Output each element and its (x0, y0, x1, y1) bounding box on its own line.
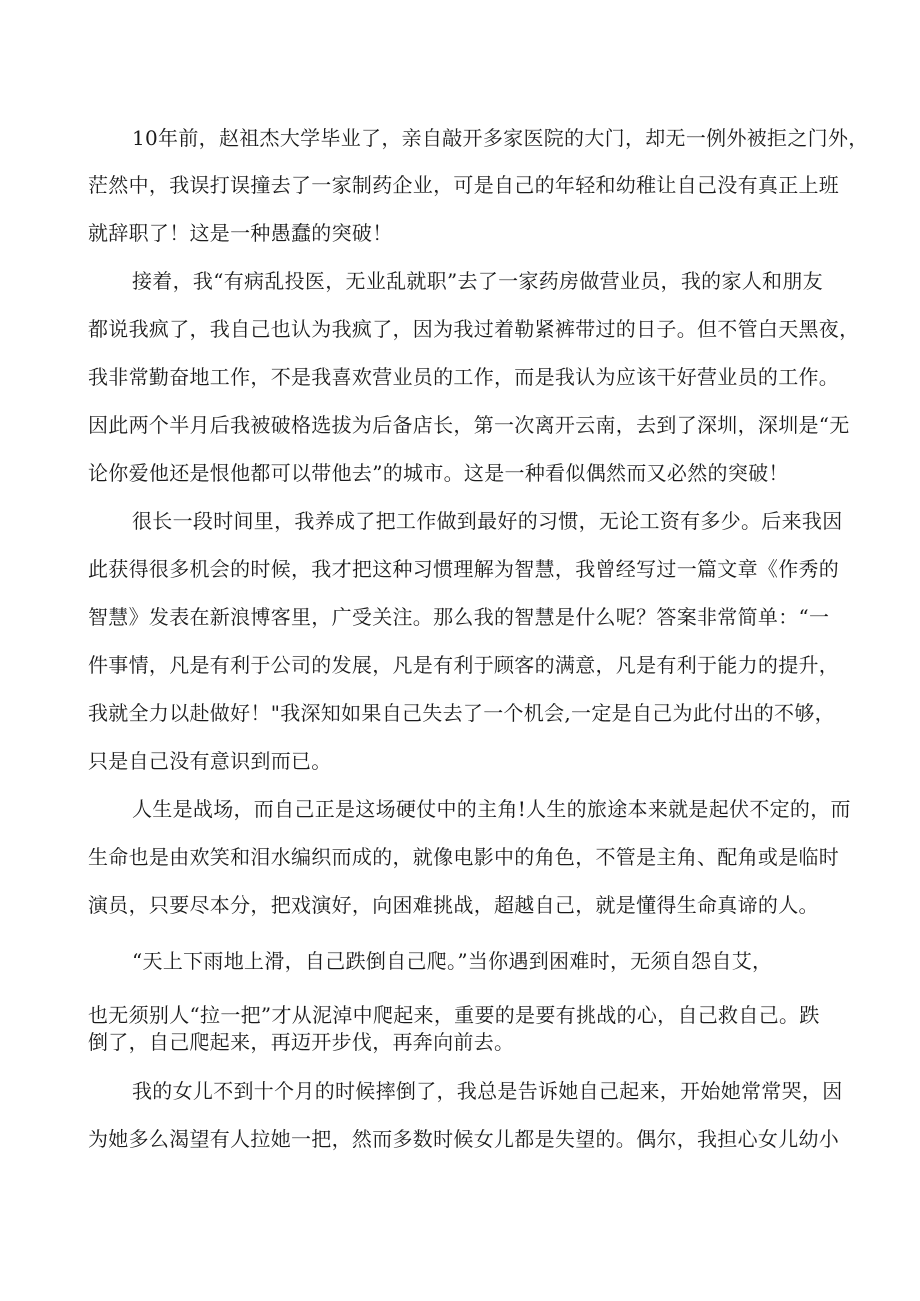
text-line: 都说我疯了，我自己也认为我疯了，因为我过着勒紧裤带过的日子。但不管白天黑夜， (88, 317, 860, 341)
text-line: 演员，只要尽本分，把戏演好，向困难挑战，超越自己，就是懂得生命真谛的人。 (88, 893, 819, 917)
text-line: “天上下雨地上滑，自己跌倒自己爬。”当你遇到困难时，无须自怨自艾， (132, 949, 773, 973)
text-line: 很长一段时间里，我养成了把工作做到最好的习惯，无论工资有多少。后来我因 (132, 509, 843, 533)
text-line: 也无须别人“拉一把”才从泥淖中爬起来，重要的是要有挑战的心，自己救自己。跌 (88, 1003, 820, 1027)
text-line: 我就全力以赴做好！"我深知如果自己失去了一个机会,一定是自己为此付出的不够， (88, 701, 835, 725)
text-line: 人生是战场，而自己正是这场硬仗中的主角!人生的旅途本来就是起伏不定的，而 (132, 797, 851, 821)
text-line: 论你爱他还是恨他都可以带他去”的城市。这是一种看似偶然而又必然的突破！ (88, 461, 789, 485)
text-line: 为她多么渴望有人拉她一把，然而多数时候女儿都是失望的。偶尔，我担心女儿幼小 (88, 1127, 840, 1151)
text-line: 智慧》发表在新浪博客里，广受关注。那么我的智慧是什么呢？答案非常简单：“一 (88, 605, 830, 629)
text-line: 倒了，自己爬起来，再迈开步伐，再奔向前去。 (88, 1030, 515, 1054)
text-line: 10年前，赵祖杰大学毕业了，亲自敲开多家医院的大门，却无一例外被拒之门外， (132, 126, 869, 150)
text-line: 就辞职了！这是一种愚蠢的突破！ (88, 221, 393, 245)
text-line: 我的女儿不到十个月的时候摔倒了，我总是告诉她自己起来，开始她常常哭，因 (132, 1079, 843, 1103)
text-line: 我非常勤奋地工作，不是我喜欢营业员的工作，而是我认为应该干好营业员的工作。 (88, 365, 840, 389)
text-line: 因此两个半月后我被破格选拔为后备店长，第一次离开云南，去到了深圳，深圳是“无 (88, 413, 850, 437)
text-line: 此获得很多机会的时候，我才把这种习惯理解为智慧，我曾经写过一篇文章《作秀的 (88, 557, 840, 581)
text-line: 接着，我“有病乱投医，无业乱就职”去了一家药房做营业员，我的家人和朋友 (132, 269, 823, 293)
text-line: 件事情，凡是有利于公司的发展，凡是有利于顾客的满意，凡是有利于能力的提升， (88, 653, 840, 677)
text-line: 茫然中，我误打误撞去了一家制药企业，可是自己的年轻和幼稚让自己没有真正上班 (88, 173, 840, 197)
text-line: 只是自己没有意识到而已。 (88, 749, 332, 773)
text-line: 生命也是由欢笑和泪水编织而成的，就像电影中的角色，不管是主角、配角或是临时 (88, 845, 840, 869)
